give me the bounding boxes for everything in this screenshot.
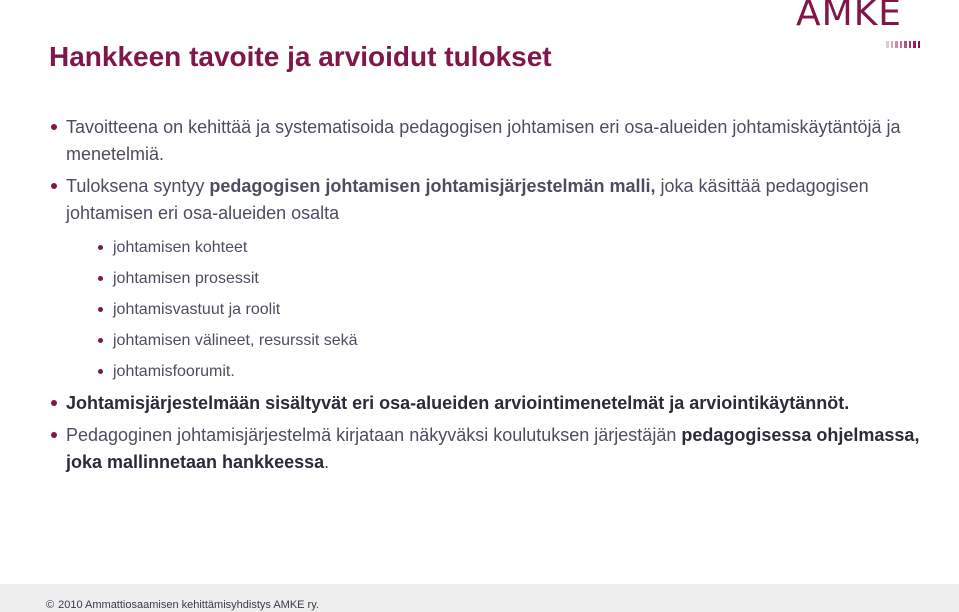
- bullet-evaluation: Johtamisjärjestelmään sisältyvät eri osa-alueiden arviointimenetelmät ja arviointikäytännöt.: [50, 390, 930, 417]
- bullet-result: [50, 173, 930, 227]
- copyright-text: 2010 Ammattiosaamisen kehittämisyhdistys AMKE ry.: [58, 599, 319, 611]
- sub-bullet: johtamisfoorumit.: [98, 356, 930, 387]
- logo-bar-segment: [886, 41, 889, 48]
- bullet-documentation-text: Pedagoginen johtamisjärjestelmä kirjataan näkyväksi koulutuksen järjestäjän: [66, 425, 682, 445]
- amke-logo: [796, 0, 926, 52]
- logo-bar-segment: [913, 41, 916, 48]
- bullet-documentation-end: .: [324, 452, 330, 472]
- logo-bar-segment: [891, 41, 894, 48]
- slide-title: Hankkeen tavoite ja arvioidut tulokset: [49, 41, 552, 72]
- logo-bar-segment: [918, 41, 921, 48]
- bullet-documentation: [50, 422, 930, 476]
- copyright-symbol: ©: [46, 599, 55, 611]
- logo-bar-segment: [909, 41, 912, 48]
- bullet-result-rest: joka käsittää pedagogisen johtamisen eri osa-alueiden osalta: [66, 176, 869, 223]
- slide-content: [50, 114, 930, 481]
- footer-copyright: [46, 599, 319, 612]
- logo-gradient-bar: [886, 41, 920, 48]
- sub-bullet: johtamisvastuut ja roolit: [98, 294, 930, 325]
- sub-bullet: johtamisen prosessit: [98, 263, 930, 294]
- logo-bar-segment: [900, 41, 903, 48]
- sub-bullet: johtamisen välineet, resurssit sekä: [98, 325, 930, 356]
- bullet-result-bold: pedagogisen johtamisen johtamisjärjestelmän malli,: [209, 176, 656, 196]
- logo-wordmark: AMKE: [796, 0, 903, 34]
- bullet-goal: Tavoitteena on kehittää ja systematisoida pedagogisen johtamisen eri osa-alueiden johtamiskäytäntöjä ja menetelmiä.: [50, 114, 930, 168]
- sub-bullet: johtamisen kohteet: [98, 232, 930, 263]
- logo-bar-segment: [895, 41, 898, 48]
- bullet-result-text: Tuloksena syntyy: [66, 176, 210, 196]
- logo-bar-segment: [904, 41, 907, 48]
- bullet-documentation-bold: pedagogisessa ohjelmassa, joka mallinnetaan hankkeessa: [66, 425, 920, 472]
